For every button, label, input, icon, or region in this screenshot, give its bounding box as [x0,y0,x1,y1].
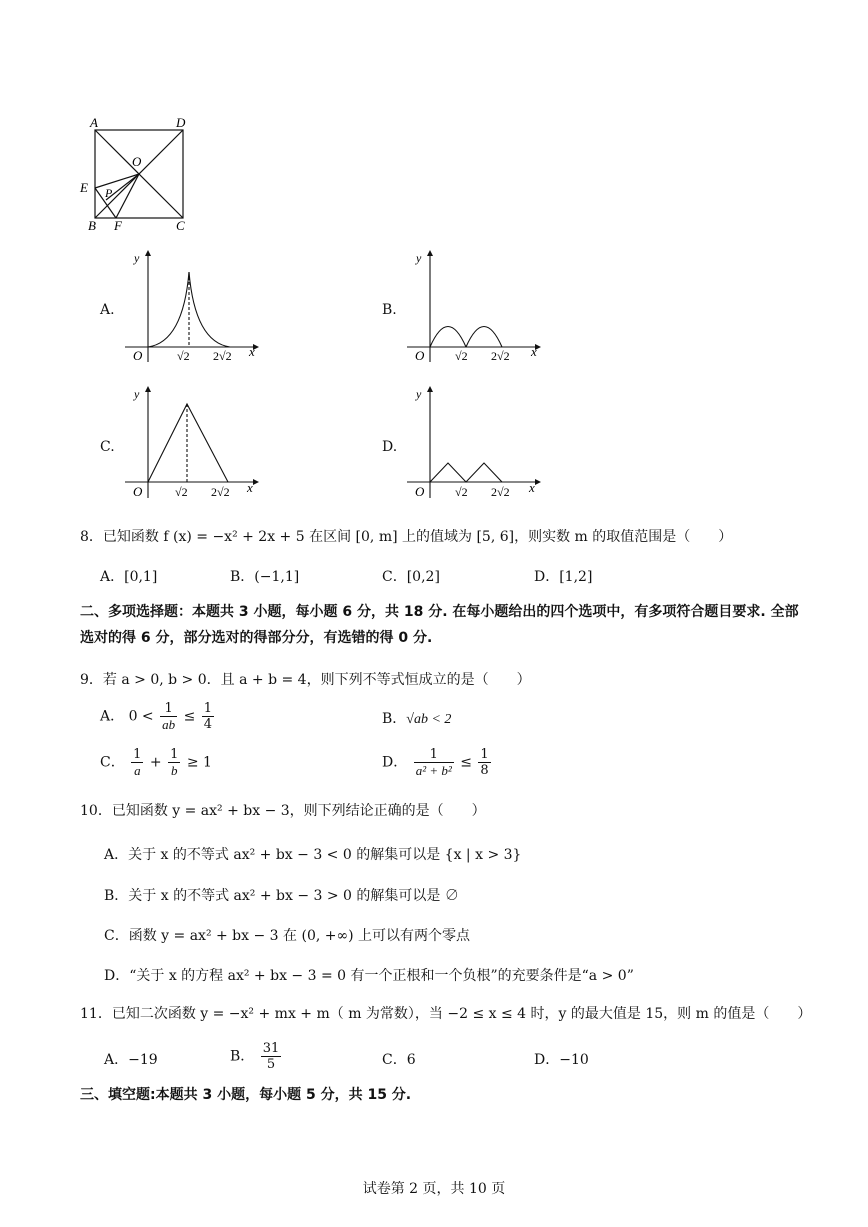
label-o: O [132,154,142,169]
q8-option-d: D．[1,2] [534,569,593,585]
q10-option-b: B．关于 x 的不等式 ax² + bx − 3 > 0 的解集可以是 ∅ [104,888,459,904]
graph-option-letter: C. [100,439,115,455]
graph-option-letter: A. [100,302,115,318]
question-9-stem: 9．若 a > 0, b > 0．且 a + b = 4，则下列不等式恒成立的是（ ） [80,672,531,688]
graph-option-a [125,250,265,365]
svg-text:y: y [416,251,422,265]
label-e: E [80,180,88,195]
svg-text:O: O [133,484,143,499]
label-b: B [88,218,96,233]
label-d: D [176,115,186,130]
square-figure [76,112,196,236]
q9-option-a: A． 0 < $\frac{1}{ab}$ ≤ $\frac{1}{4}$ [100,701,213,732]
question-11-stem: 11．已知二次函数 y = −x² + mx + m（ m 为常数），当 −2 ≤ x ≤ 4 时，y 的最大值是 15，则 m 的值是（ ） [80,1006,812,1022]
label-a: A [90,115,98,130]
q8-option-a: A．[0,1] [100,569,158,585]
q9-option-c: C． $\frac{1}{a}$ + $\frac{1}{b}$ ≥ 1 [100,747,212,778]
graph-option-b [407,250,547,365]
q11-option-d: D．−10 [534,1052,589,1068]
graph-option-letter: D. [382,439,398,455]
page-footer: 试卷第 2 页，共 10 页 [362,1181,506,1197]
question-8-stem: 8．已知函数 f (x) = −x² + 2x + 5 在区间 [0, m] 上的值域为 [5, 6]，则实数 m 的取值范围是（ ） [80,529,733,545]
graph-option-c [125,386,265,501]
q11-option-c: C．6 [382,1052,416,1068]
label-p: P [105,186,113,200]
label-c: C [176,218,185,233]
svg-text:√2: √2 [175,485,188,499]
svg-text:O: O [415,348,425,363]
q10-option-d: D．“关于 x 的方程 ax² + bx − 3 = 0 有一个正根和一个负根”的充要条件是“a > 0” [104,968,634,984]
graph-option-d [407,386,547,501]
q8-option-b: B．(−1,1] [230,569,300,585]
svg-text:x: x [249,344,255,359]
svg-text:2√2: 2√2 [213,349,232,363]
svg-text:√2: √2 [455,485,468,499]
svg-text:y: y [134,251,140,265]
q9-option-b: B．√ab < 2 [382,711,452,727]
question-10-stem: 10．已知函数 y = ax² + bx − 3，则下列结论正确的是（ ） [80,803,486,819]
svg-text:2√2: 2√2 [211,485,230,499]
svg-text:x: x [531,344,537,359]
q10-option-a: A．关于 x 的不等式 ax² + bx − 3 < 0 的解集可以是 {x | x > 3} [104,847,522,863]
svg-text:O: O [133,348,143,363]
svg-text:O: O [415,484,425,499]
svg-text:x: x [529,480,535,495]
section-3-heading: 三、填空题:本题共 3 小题，每小题 5 分，共 15 分. [80,1087,412,1103]
q11-option-a: A．−19 [104,1052,158,1068]
svg-text:y: y [134,387,140,401]
section-2-heading: 二、多项选择题：本题共 3 小题，每小题 6 分，共 18 分. 在每小题给出的四个选项中，有多项符合题目要求. 全部选对的得 6 分，部分选对的得部分分，有选错的得 0 分. [80,604,799,646]
svg-text:2√2: 2√2 [491,349,510,363]
graph-option-letter: B. [382,302,397,318]
svg-text:2√2: 2√2 [491,485,510,499]
q8-option-c: C．[0,2] [382,569,440,585]
label-f: F [114,218,122,233]
svg-text:√2: √2 [455,349,468,363]
q9-option-d: D． $\frac{1}{\text{a² + b²}}$ ≤ $\frac{1}{8}$ [382,747,489,778]
q11-option-b: B． $\frac{31}{5}$ [230,1041,280,1072]
svg-text:y: y [416,387,422,401]
svg-text:√2: √2 [177,349,190,363]
svg-text:x: x [247,480,253,495]
q10-option-c: C．函数 y = ax² + bx − 3 在 (0, +∞) 上可以有两个零点 [104,928,471,944]
